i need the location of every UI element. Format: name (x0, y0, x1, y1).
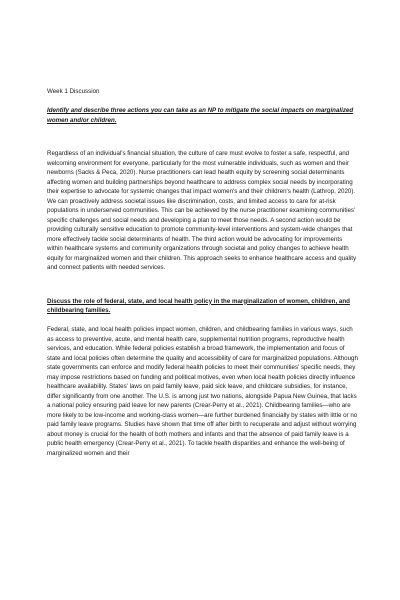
answer-paragraph-1: Regardless of an individual's financial situation, the culture of care must evolve to foster a safe, respectful, and welcoming environment for everyone, particularly for the most vulnerable individuals, such as women and their newborns (Sacks & Peca, 2020). Nurse practitioners can lead health equity by screening social determinants affecting women and building partnerships beyond healthcare to address complex social needs by incorporating their expertise to advocate for systemic changes that impact women's and their children's health (Lathrop, 2020). We can proactively address societal issues like discrimination, costs, and limited access to care for at-risk populations in underserved communities. This can be achieved by the nurse practitioner examining communities' specific challenges and social needs and developing a plan to meet those needs. A second action would be providing culturally sensitive education to promote community-level interventions and system-wide changes that more effectively tackle social determinants of health. The third action would be advocating for improvements within healthcare systems and community organizations through societal and policy changes to achieve health equity for marginalized women and their children. This approach seeks to enhance healthcare access and quality and connect patients with needed services. (47, 150, 357, 271)
question-1: Identify and describe three actions you can take as an NP to mitigate the social impacts on marginalized women and/or children. (47, 107, 354, 124)
question-2: Discuss the role of federal, state, and local health policy in the marginalization of women, children, and childbearing families. (47, 297, 350, 314)
document-heading: Week 1 Discussion (47, 88, 100, 95)
document-body (47, 87, 359, 458)
section-2 (47, 297, 359, 316)
answer-paragraph-2: Federal, state, and local health policies impact women, children, and childbearing families in various ways, such as access to preventive, acute, and mental health care, supplemental nutrition programs, reproductive health services, and education. While federal policies establish a broad framework, the implementation and focus of state and local policies often determine the quality and accessibility of care for marginalized populations. Although state governments can enforce and modify federal health policies to meet their communities' specific needs, they may impose restrictions based on funding and political motives, even when local health policies directly influence healthcare availability. States' laws on paid family leave, paid sick leave, and childcare subsidies, for instance, differ significantly from one another. The U.S. is among just two nations, alongside Papua New Guinea, that lacks a national policy ensuring paid leave for new parents (Crear-Perry et al., 2021). Childbearing families—who are more likely to be low-income and working-class women—are further burdened financially by states with little or no paid family leave programs. Studies have shown that time off after birth to recuperate and adjust without worrying about money is crucial for the health of both mothers and infants and that the absence of paid family leave is a public health emergency (Crear-Perry et al., 2021). To tackle health disparities and enhance the well-being of marginalized women and their (47, 326, 358, 457)
